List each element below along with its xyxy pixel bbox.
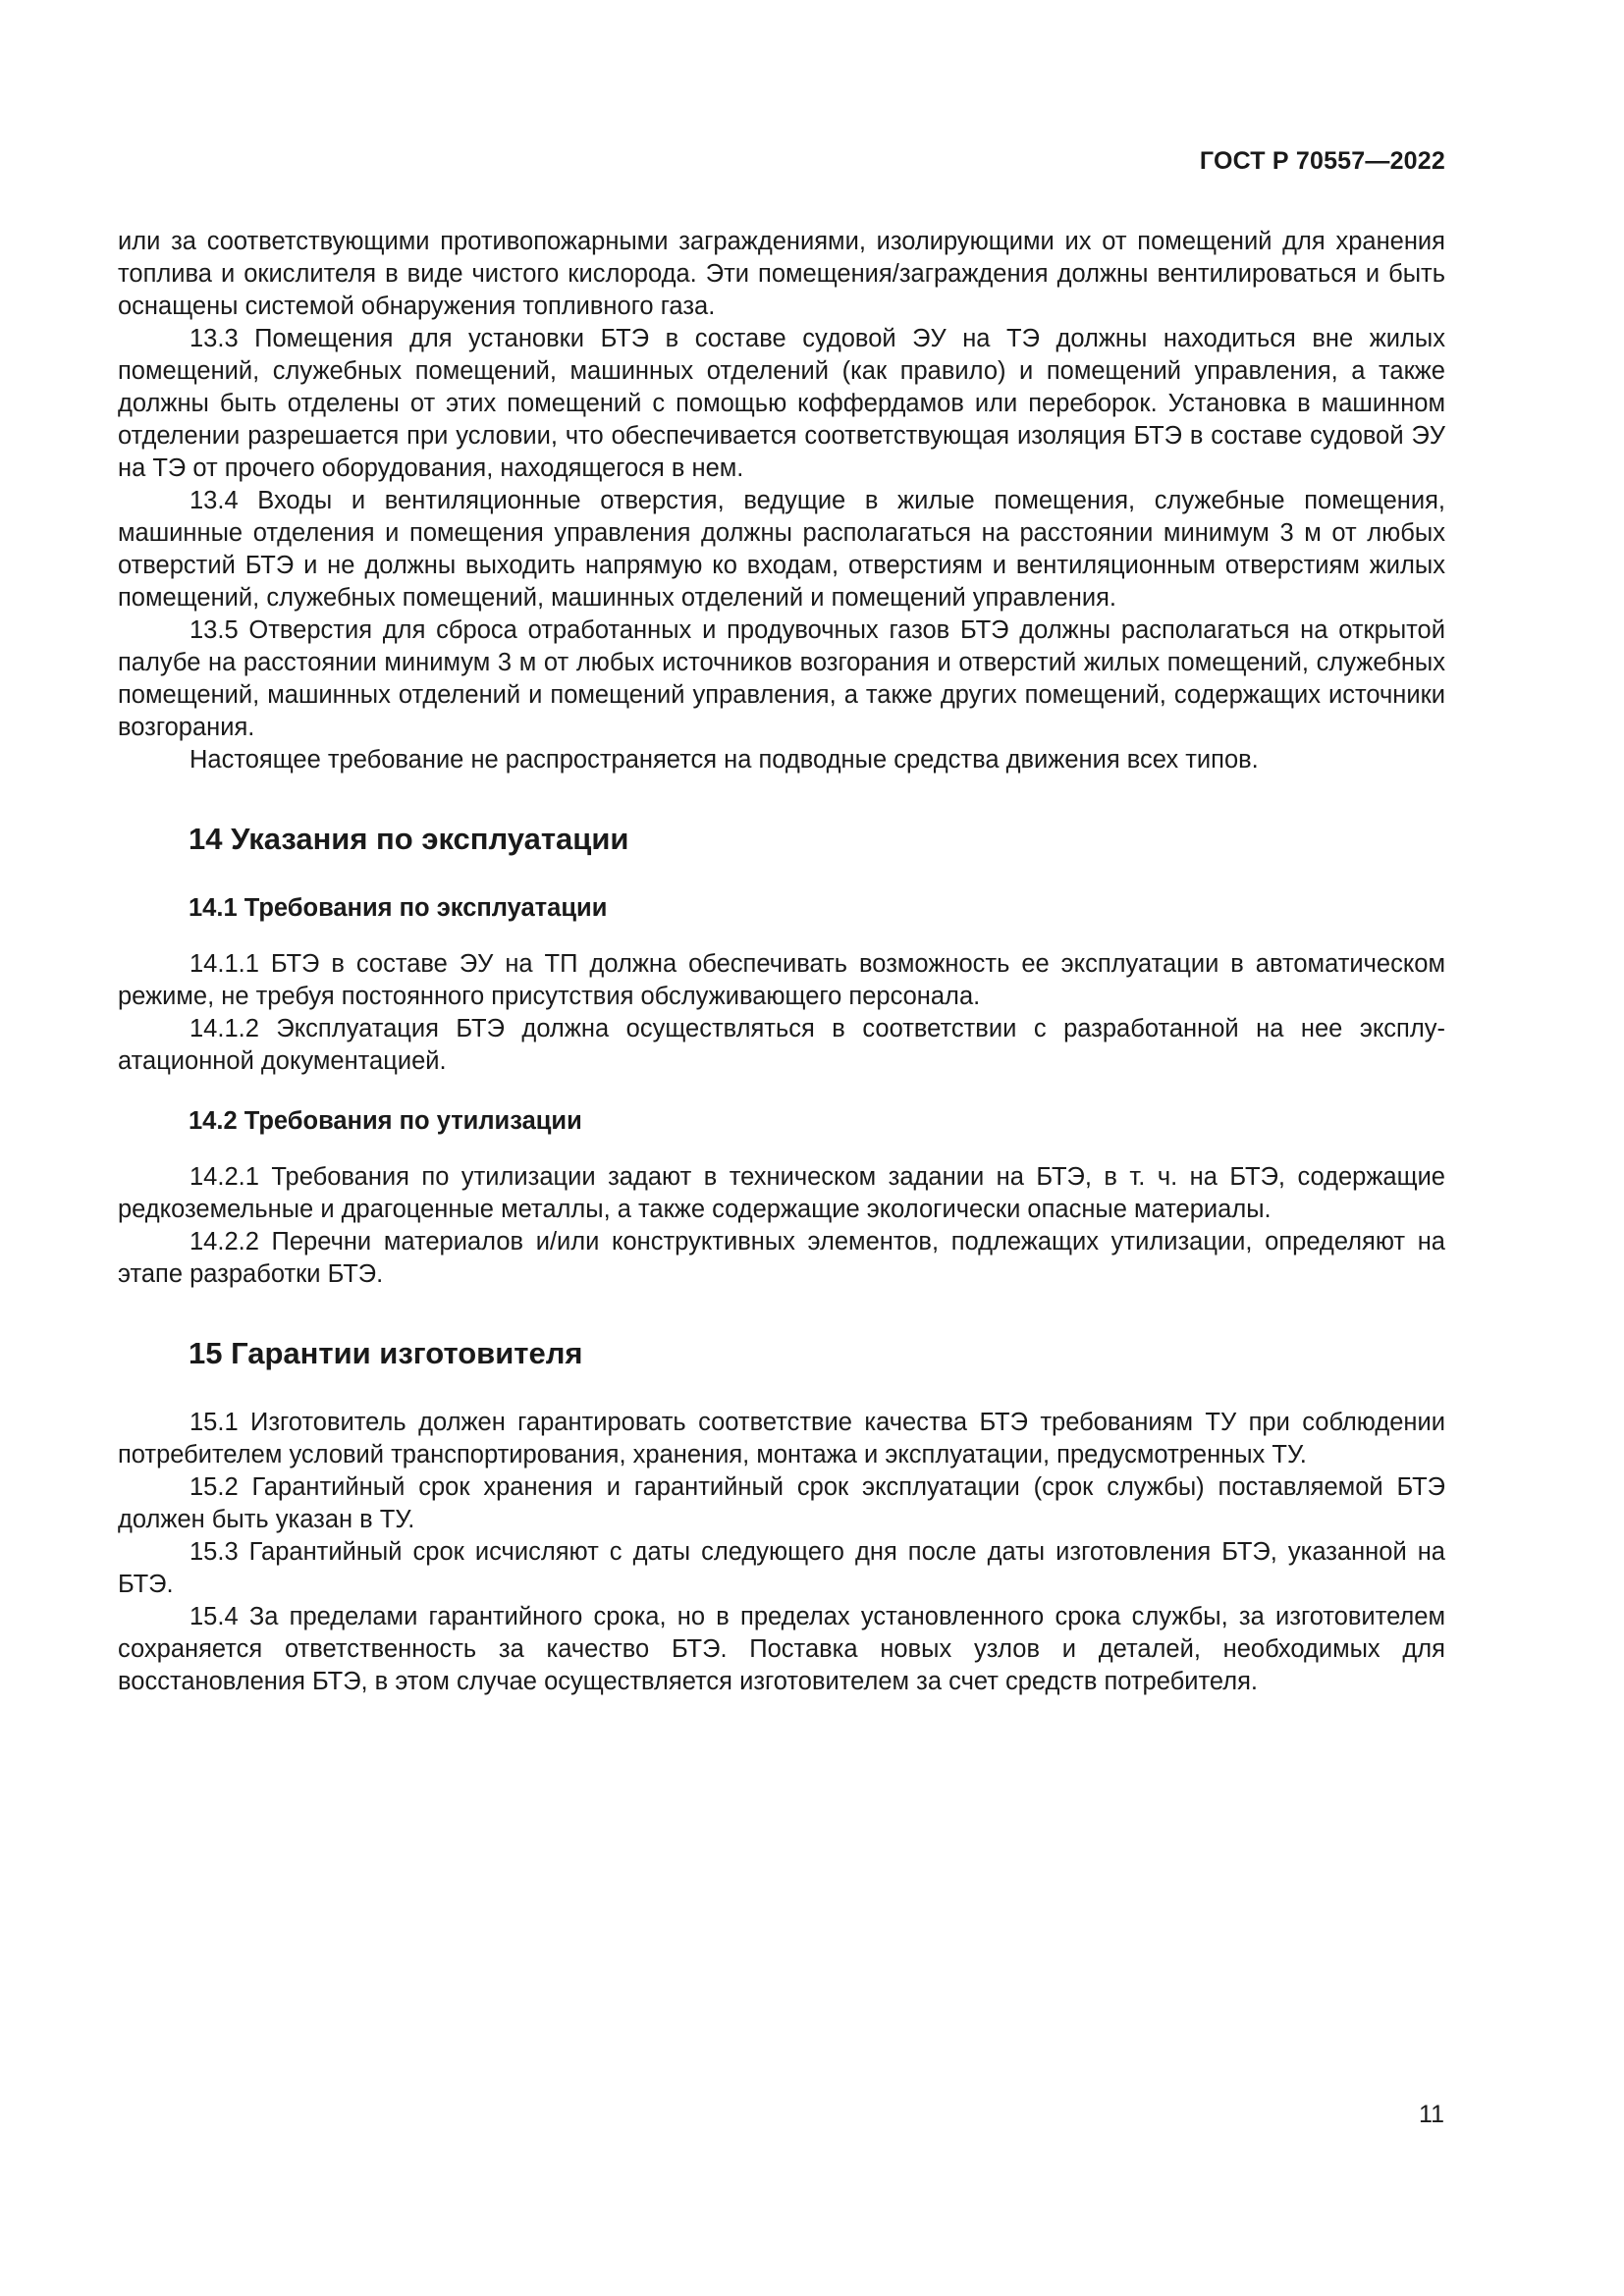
subsection-14-2-heading: 14.2 Требования по утилизации (189, 1107, 582, 1135)
paragraph-13-5: 13.5 Отверстия для сброса отработанных и продувочных газов БТЭ должны располагаться на открытой палубе на расстоянии минимум 3 м от любых источников возгорания и отверстий жилых помещений, служебных помещений, машинных отделений и помещений управления, а также других помещений, содержащих источники возгорания. (118, 616, 1445, 741)
paragraph-13-3: 13.3 Помещения для установки БТЭ в составе судовой ЭУ на ТЭ должны находиться вне жилых помещений, служебных помещений, машинных отделений (как правило) и помещений управления, а также должны быть отделены от этих помещений с помощью коффердамов или переборок. Установка в машинном отделении разрешается при условии, что обеспечивается соответствующая изоляция БТЭ в составе судовой ЭУ на ТЭ от прочего оборудования, находящегося в нем. (118, 325, 1445, 482)
document-standard-id: ГОСТ Р 70557—2022 (1199, 147, 1445, 175)
paragraph-13-4: 13.4 Входы и вентиляционные отверстия, ведущие в жилые помещения, служебные помещения, машинные отделения и помещения управления должны располагаться на расстоянии минимум 3 м от любых отверстий БТЭ и не должны выходить напрямую ко входам, отверстиям и вентиляционным отверстиям жилых помещений, служебных помещений, машинных отделений и помещений управления. (118, 487, 1445, 612)
paragraph-15-4: 15.4 За пределами гарантийного срока, но в пределах установленного срока службы, за изготовителем сохраняется ответственность за качество БТЭ. Поставка новых узлов и деталей, необходимых для восстановления БТЭ, в этом случае осуществляется изготовителем за счет средств потребителя. (118, 1603, 1445, 1695)
document-body (118, 226, 1445, 1698)
paragraph-15-1: 15.1 Изготовитель должен гарантировать соответствие качества БТЭ требованиям ТУ при соблюдении потребителем условий транспортирования, хранения, монтажа и эксплуатации, предусмотренных ТУ. (118, 1409, 1445, 1468)
paragraph-15-3: 15.3 Гарантийный срок исчисляют с даты следующего дня после даты изготовления БТЭ, указанной на БТЭ. (118, 1538, 1445, 1598)
subsection-14-1-heading: 14.1 Требования по эксплуатации (189, 894, 608, 922)
paragraph-14-1-2: 14.1.2 Эксплуатация БТЭ должна осуществляться в соответствии с разработанной на нее эксплуатационной документацией. (118, 1015, 1445, 1075)
paragraph-continuation: или за соответствующими противопожарными заграждениями, изолирующими их от помещений для хранения топлива и окислителя в виде чистого кислорода. Эти помещения/заграждения должны вентилироваться и быть оснащены системой обнаружения топливного газа. (118, 228, 1445, 320)
paragraph-13-5-note: Настоящее требование не распространяется на подводные средства движения всех типов. (189, 746, 1259, 774)
section-15-heading: 15 Гарантии изготовителя (189, 1336, 583, 1370)
paragraph-14-1-1: 14.1.1 БТЭ в составе ЭУ на ТП должна обеспечивать возможность ее эксплуатации в автоматическом режиме, не требуя постоянного присутствия обслуживающего персонала. (118, 950, 1445, 1010)
page-number: 11 (1419, 2101, 1444, 2128)
paragraph-14-2-2: 14.2.2 Перечни материалов и/или конструктивных элементов, подлежащих утилизации, определяют на этапе разработки БТЭ. (118, 1228, 1445, 1288)
section-14-heading: 14 Указания по эксплуатации (189, 822, 629, 856)
paragraph-14-2-1: 14.2.1 Требования по утилизации задают в техническом задании на БТЭ, в т. ч. на БТЭ, содержащие редкоземельные и драгоценные металлы, а также содержащие экологически опасные материалы. (118, 1163, 1445, 1223)
paragraph-15-2: 15.2 Гарантийный срок хранения и гарантийный срок эксплуатации (срок службы) поставляемой БТЭ должен быть указан в ТУ. (118, 1473, 1445, 1533)
